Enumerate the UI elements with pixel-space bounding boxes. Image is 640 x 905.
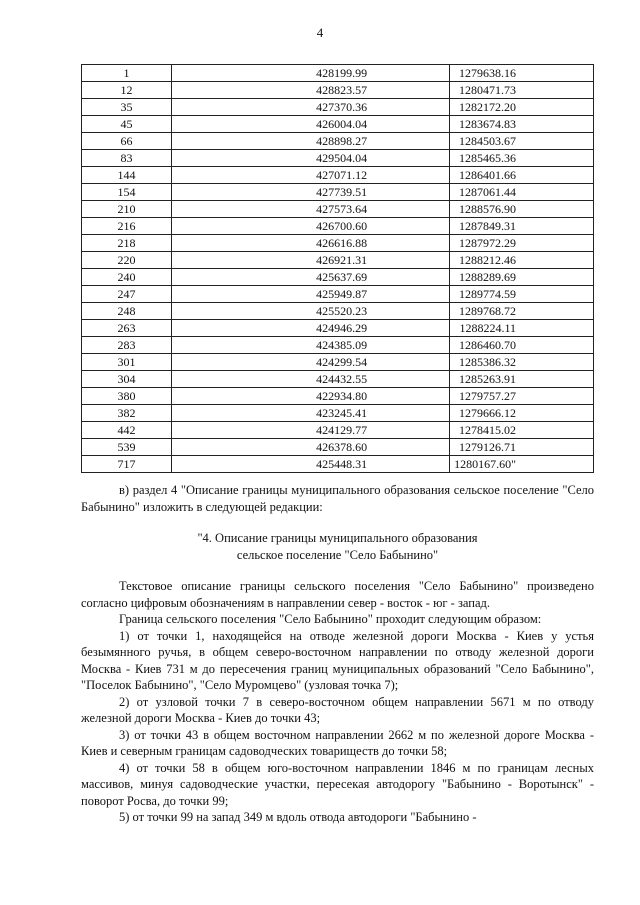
x-coordinate-cell: 425637.69 [172, 269, 450, 286]
x-coordinate-cell: 422934.80 [172, 388, 450, 405]
x-coordinate-cell: 426004.04 [172, 116, 450, 133]
table-row [82, 456, 594, 473]
table-row [82, 150, 594, 167]
x-coordinate-cell: 425949.87 [172, 286, 450, 303]
y-coordinate-cell: 1289774.59 [450, 286, 594, 303]
point-number-cell: 210 [82, 201, 172, 218]
body-paragraph: 4) от точки 58 в общем юго-восточном направлении 1846 м по границам лесных массивов, минуя садоводческие участки, пересекая автодорогу "Бабынино - Воротынск" - поворот Росва, до точки 99; [81, 760, 594, 808]
x-coordinate-cell: 424385.09 [172, 337, 450, 354]
y-coordinate-cell: 1286460.70 [450, 337, 594, 354]
x-coordinate-cell: 424129.77 [172, 422, 450, 439]
table-row [82, 354, 594, 371]
point-number-cell: 154 [82, 184, 172, 201]
section-heading [81, 530, 594, 563]
point-number-cell: 218 [82, 235, 172, 252]
x-coordinate-cell: 424432.55 [172, 371, 450, 388]
y-coordinate-cell: 1282172.20 [450, 99, 594, 116]
y-coordinate-cell: 1287849.31 [450, 218, 594, 235]
table-row [82, 439, 594, 456]
y-coordinate-cell: 1279126.71 [450, 439, 594, 456]
table-row [82, 320, 594, 337]
point-number-cell: 66 [82, 133, 172, 150]
x-coordinate-cell: 425520.23 [172, 303, 450, 320]
y-coordinate-cell: 1288224.11 [450, 320, 594, 337]
y-coordinate-cell: 1285465.36 [450, 150, 594, 167]
point-number-cell: 248 [82, 303, 172, 320]
point-number-cell: 45 [82, 116, 172, 133]
point-number-cell: 263 [82, 320, 172, 337]
y-coordinate-cell: 1278415.02 [450, 422, 594, 439]
y-coordinate-cell: 1280471.73 [450, 82, 594, 99]
body-paragraph: 5) от точки 99 на запад 349 м вдоль отвода автодороги "Бабынино - [119, 810, 477, 824]
x-coordinate-cell: 427739.51 [172, 184, 450, 201]
y-coordinate-cell: 1285263.91 [450, 371, 594, 388]
table-row [82, 133, 594, 150]
x-coordinate-cell: 429504.04 [172, 150, 450, 167]
point-number-cell: 240 [82, 269, 172, 286]
point-number-cell: 382 [82, 405, 172, 422]
table-row [82, 184, 594, 201]
point-number-cell: 35 [82, 99, 172, 116]
point-number-cell: 83 [82, 150, 172, 167]
x-coordinate-cell: 428199.99 [172, 65, 450, 82]
y-coordinate-cell: 1289768.72 [450, 303, 594, 320]
body-paragraph: Текстовое описание границы сельского поселения "Село Бабынино" произведено согласно цифровым обозначениям в направлении север - восток - юг - запад. [81, 579, 594, 610]
table-row [82, 82, 594, 99]
y-coordinate-cell: 1284503.67 [450, 133, 594, 150]
table-row [82, 235, 594, 252]
body-paragraph: 3) от точки 43 в общем восточном направлении 2662 м по железной дороге Москва - Киев и северным границам садоводческих товариществ до точки 58; [81, 727, 594, 758]
point-number-cell: 380 [82, 388, 172, 405]
y-coordinate-cell: 1288212.46 [450, 252, 594, 269]
table-row [82, 337, 594, 354]
point-number-cell: 12 [82, 82, 172, 99]
x-coordinate-cell: 426921.31 [172, 252, 450, 269]
body-paragraph: 2) от узловой точки 7 в северо-восточном общем направлении 5671 м по отводу железной дороги Москва - Киев до точки 43; [81, 694, 594, 725]
point-number-cell: 283 [82, 337, 172, 354]
table-row [82, 286, 594, 303]
table-row [82, 388, 594, 405]
x-coordinate-cell: 426616.88 [172, 235, 450, 252]
section-body [81, 578, 594, 826]
point-number-cell: 144 [82, 167, 172, 184]
table-row [82, 65, 594, 82]
table-row [82, 99, 594, 116]
y-coordinate-cell: 1283674.83 [450, 116, 594, 133]
x-coordinate-cell: 423245.41 [172, 405, 450, 422]
point-number-cell: 301 [82, 354, 172, 371]
y-coordinate-cell: 1287061.44 [450, 184, 594, 201]
x-coordinate-cell: 428898.27 [172, 133, 450, 150]
point-number-cell: 442 [82, 422, 172, 439]
point-number-cell: 304 [82, 371, 172, 388]
x-coordinate-cell: 427370.36 [172, 99, 450, 116]
y-coordinate-cell: 1285386.32 [450, 354, 594, 371]
y-coordinate-cell: 1288576.90 [450, 201, 594, 218]
y-coordinate-cell: 1287972.29 [450, 235, 594, 252]
table-row [82, 116, 594, 133]
y-coordinate-cell: 1286401.66 [450, 167, 594, 184]
table-row [82, 371, 594, 388]
y-coordinate-cell: 1279757.27 [450, 388, 594, 405]
x-coordinate-cell: 426378.60 [172, 439, 450, 456]
coordinates-table-body [82, 65, 594, 473]
table-row [82, 252, 594, 269]
section-title-line-1: "4. Описание границы муниципального образования [197, 531, 478, 545]
point-number-cell: 717 [82, 456, 172, 473]
table-row [82, 303, 594, 320]
table-row [82, 201, 594, 218]
y-coordinate-cell: 1279666.12 [450, 405, 594, 422]
y-coordinate-cell: 1279638.16 [450, 65, 594, 82]
x-coordinate-cell: 424946.29 [172, 320, 450, 337]
x-coordinate-cell: 428823.57 [172, 82, 450, 99]
x-coordinate-cell: 426700.60 [172, 218, 450, 235]
body-paragraph: Граница сельского поселения "Село Бабынино" проходит следующим образом: [119, 612, 542, 626]
page-number: 4 [316, 25, 324, 40]
point-number-cell: 539 [82, 439, 172, 456]
y-coordinate-cell: 1280167.60" [450, 456, 594, 473]
table-row [82, 269, 594, 286]
x-coordinate-cell: 425448.31 [172, 456, 450, 473]
x-coordinate-cell: 424299.54 [172, 354, 450, 371]
body-paragraph: 1) от точки 1, находящейся на отводе железной дороги Москва - Киев у устья безымянного ручья, в общем северо-восточном направлении по отводу железной дороги Москва - Киев 731 м до пересечения границ муниципальных образований "Село Бабынино", "Поселок Бабынино", "Село Муромцево" (узловая точка 7); [81, 628, 594, 692]
y-coordinate-cell: 1288289.69 [450, 269, 594, 286]
amendment-block [81, 482, 594, 515]
table-row [82, 422, 594, 439]
point-number-cell: 1 [82, 65, 172, 82]
table-row [82, 405, 594, 422]
section-title-line-2: сельское поселение "Село Бабынино" [236, 547, 439, 562]
table-row [82, 218, 594, 235]
coordinates-table [81, 64, 594, 473]
x-coordinate-cell: 427573.64 [172, 201, 450, 218]
point-number-cell: 220 [82, 252, 172, 269]
table-row [82, 167, 594, 184]
point-number-cell: 216 [82, 218, 172, 235]
amendment-paragraph: в) раздел 4 "Описание границы муниципального образования сельское поселение "Село Бабынино" изложить в следующей редакции: [81, 483, 594, 514]
point-number-cell: 247 [82, 286, 172, 303]
x-coordinate-cell: 427071.12 [172, 167, 450, 184]
